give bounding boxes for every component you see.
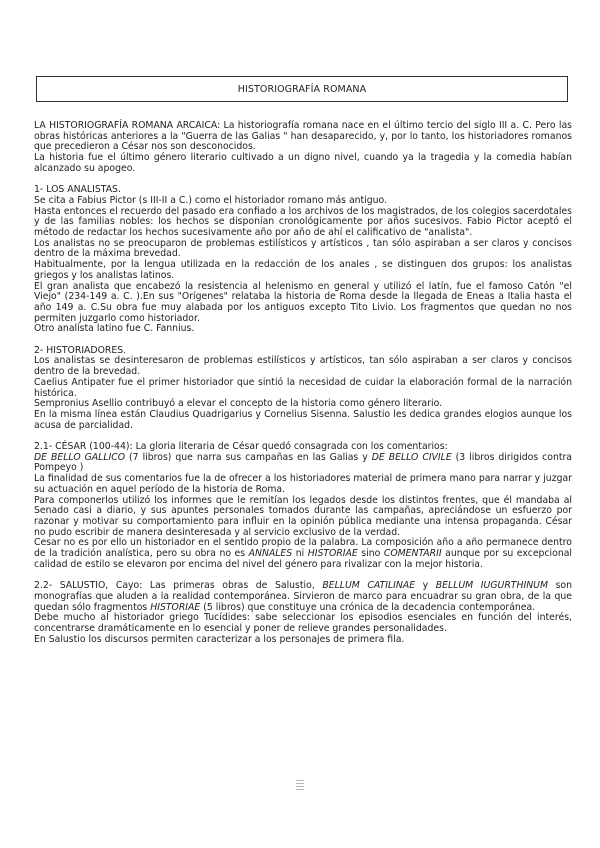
- work-title: HISTORIAE: [307, 548, 358, 560]
- section-paragraph: Caelius Antipater fue el primer historiador que sintió la necesidad de cuidar la elaboración formal de la narración histórica.: [34, 376, 572, 399]
- inline-text: (5 libros) que constituye una crónica de la decadencia contemporánea.: [200, 601, 536, 613]
- section-paragraph: En la misma línea están Claudius Quadrigarius y Cornelius Sisenna. Salustio les dedica grandes elogios aunque los acusa de parcialidad.: [34, 408, 572, 431]
- section-paragraph: El gran analista que encabezó la resistencia al helenismo en general y utilizó el latín, fue el famoso Catón "el Viejo" (234-149 a. C. ).En sus "Orígenes" relataba la historia de Roma desde la llegada de Eneas a Italia hasta el año 149 a. C.Su obra fue muy alabada por los antiguos excepto Tito Livio. Los fragmentos que quedan no nos permiten juzgarlo como historiador.: [34, 280, 572, 324]
- section-heading: 1- LOS ANALISTAS.: [34, 184, 121, 196]
- section-paragraph: Habitualmente, por la lengua utilizada en la redacción de los anales , se distinguen dos grupos: los analistas griegos y los analistas latinos.: [34, 259, 572, 281]
- document-title: HISTORIOGRAFÍA ROMANA: [237, 83, 367, 95]
- work-title: HISTORIAE: [150, 601, 201, 613]
- section-paragraph: Los analistas se desinteresaron de problemas estilísticos y artísticos, tan sólo aspiraban a ser claros y concisos dentro de la brevedad.: [34, 355, 572, 378]
- inline-text: Cesar no es por ello un historiador en el sentido propio de la palabra. La composición año a año permanece dentro de la tradición analística, pero su obra no es: [34, 537, 572, 560]
- section-paragraph: Se cita a Fabius Pictor (s III-II a C.) como el historiador romano más antiguo.: [34, 194, 388, 206]
- title-box: [36, 76, 568, 102]
- inline-text: sino: [357, 548, 384, 560]
- inline-text: (3 libros dirigidos contra Pompeyo ): [34, 451, 573, 474]
- section-paragraph: Para componerlos utilizó los informes que le remitían los legados desde los distintos frentes, que él mandaba al Senado casi a diario, y sus apuntes personales tomados durante las campañas, apreciándose un esfuerzo por razonar y motivar su comportamiento para influir en la opinión pública mediante una intensa propaganda. César no pudo escribir de manera desinteresada y al servicio exclusivo de la verdad.: [34, 494, 572, 538]
- work-title: BELLUM CATILINAE: [322, 580, 416, 592]
- work-title: ANNALES: [248, 548, 293, 560]
- section-paragraph: [34, 538, 572, 570]
- section-paragraph: Hasta entonces el recuerdo del pasado era confiado a los archivos de los magistrados, de los colegios sacerdotales y de las familias nobles: los hechos se disponían cronológicamente por años sucesivos. Fabio Pictor aceptó el método de redactar los hechos sucesivamente año por año de ahí el calificativo de "analista".: [34, 205, 572, 239]
- section-paragraph: Debe mucho al historiador griego Tucídides: sabe seleccionar los episodios esenciales en función del interés, concentrarse dramáticamente en lo esencial y poner de relieve grandes personalidades.: [34, 612, 572, 634]
- page-footer-mark: [296, 780, 304, 790]
- inline-text: 2.2- SALUSTIO, Cayo: Las primeras obras de Salustio,: [34, 580, 323, 592]
- section-paragraph: La finalidad de sus comentarios fue la de ofrecer a los historiadores material de primera mano para narrar y juzgar su actuación en aquel período de la historia de Roma.: [34, 473, 572, 495]
- section-paragraph: Otro analista latino fue C. Fannius.: [34, 323, 195, 335]
- inline-text: aunque por su excepcional calidad de estilo se elevaron por encima del nivel del género para rivalizar con la mejor historia.: [34, 548, 572, 570]
- document-body: [34, 121, 572, 645]
- section-heading: 2.1- CÉSAR (100-44): La gloria literaria de César quedó consagrada con los comentarios:: [34, 441, 448, 453]
- intro-paragraph: La historia fue el último género literario cultivado a un digno nivel, cuando ya la tragedia y la comedia habían alcanzado su apogeo.: [34, 152, 572, 174]
- section-paragraph: En Salustio los discursos permiten caracterizar a los personajes de primera fila.: [34, 633, 405, 645]
- inline-text: (7 libros) que narra sus campañas en las Galias y: [125, 451, 372, 463]
- section-heading: 2- HISTORIADORES.: [34, 344, 127, 356]
- inline-text: ni: [292, 548, 308, 560]
- section-paragraph: [34, 581, 572, 613]
- work-title: DE BELLO CIVILE: [371, 451, 452, 463]
- work-title: BELLUM IUGURTHINUM: [435, 580, 548, 592]
- inline-text: son monografías que aluden a la realidad contemporánea. Sirvieron de marco para encuadrar su gran obra, de la que quedan sólo fragmentos: [34, 580, 573, 613]
- section-paragraph: Sempronius Asellio contribuyó a elevar el concepto de la historia como género literario.: [34, 398, 443, 410]
- section-paragraph: [34, 453, 572, 474]
- inline-text: y: [415, 580, 436, 592]
- work-title: DE BELLO GALLICO: [34, 451, 126, 463]
- work-title: COMENTARII: [383, 548, 442, 560]
- section-paragraph: Los analistas no se preocuparon de problemas estilísticos y artísticos , tan sólo aspiraban a ser claros y concisos dentro de la máxima brevedad.: [34, 237, 572, 260]
- intro-paragraph: LA HISTORIOGRAFÍA ROMANA ARCAICA: La historiografía romana nace en el último tercio del siglo III a. C. Pero las obras históricas anteriores a la "Guerra de las Galias " han desaparecido, y, por lo tanto, los historiadores romanos que precedieron a César nos son desconocidos.: [34, 120, 572, 153]
